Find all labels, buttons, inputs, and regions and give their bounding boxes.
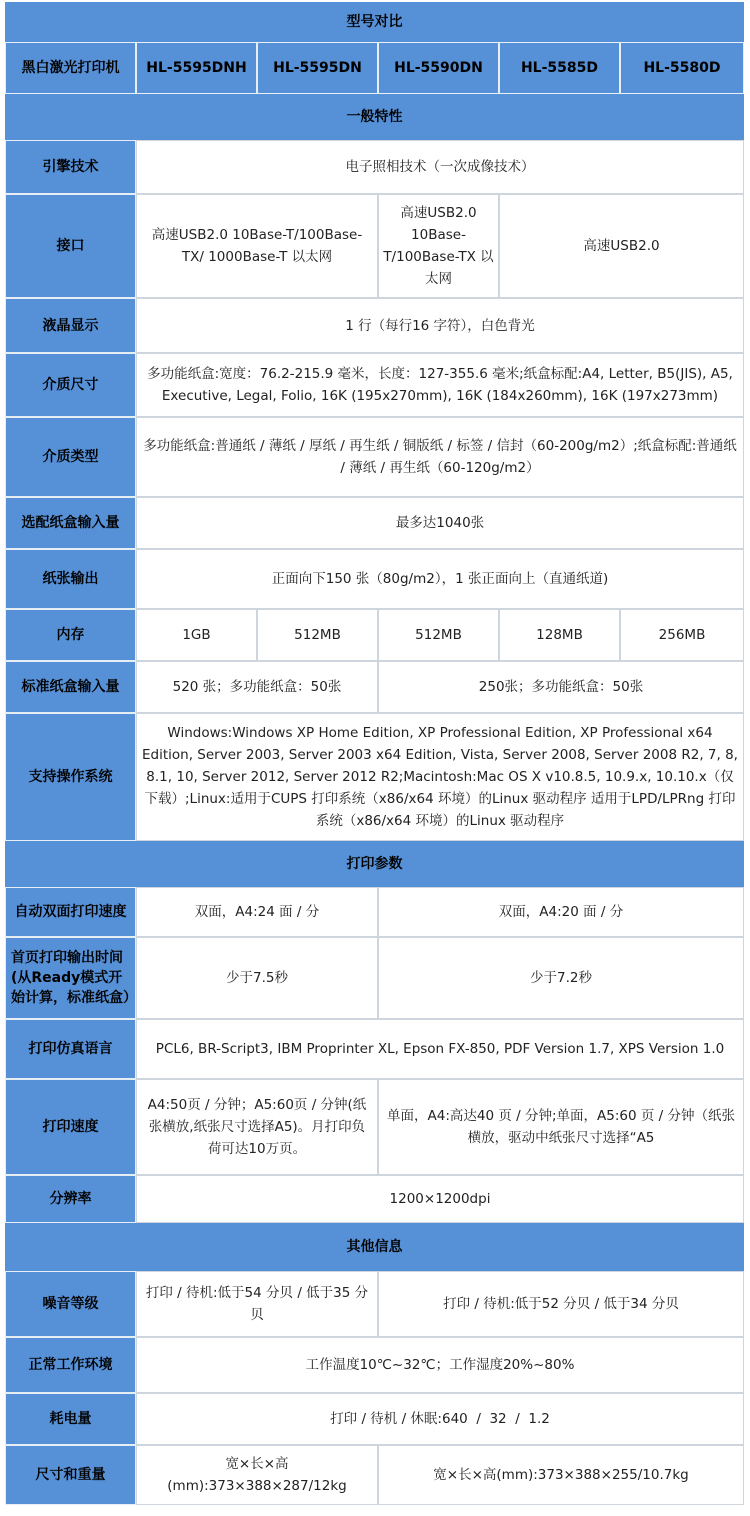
- table-row: [5, 353, 744, 417]
- section-print: 打印参数: [5, 841, 744, 887]
- model-header: HL-5595DNH: [136, 42, 257, 94]
- std-tray-value-1: 520 张；多功能纸盒：50张: [136, 661, 378, 713]
- std-tray-value-2: 250张；多功能纸盒：50张: [378, 661, 744, 713]
- table-row: [5, 1079, 744, 1175]
- first-page-value-2: 少于7.2秒: [378, 937, 744, 1019]
- table-row: [5, 609, 744, 661]
- section-row: [5, 1223, 744, 1271]
- row-label-media-type: 介质类型: [5, 417, 136, 497]
- table-row: [5, 1019, 744, 1079]
- table-row: [5, 549, 744, 609]
- row-label-duplex: 自动双面打印速度: [5, 887, 136, 937]
- row-label-dimensions: 尺寸和重量: [5, 1445, 136, 1505]
- lcd-value: 1 行（每行16 字符），白色背光: [136, 298, 744, 353]
- model-header-row: [5, 42, 744, 94]
- table-row: [5, 1445, 744, 1505]
- title-row: [5, 2, 744, 42]
- row-label-speed: 打印速度: [5, 1079, 136, 1175]
- spec-table: [5, 2, 744, 1505]
- row-label-first-page: 首页打印输出时间(从Ready模式开始计算，标准纸盒）: [5, 937, 136, 1019]
- row-label-engine: 引擎技术: [5, 140, 136, 194]
- noise-value-1: 打印 / 待机:低于54 分贝 / 低于35 分贝: [136, 1271, 378, 1337]
- row-label-emulation: 打印仿真语言: [5, 1019, 136, 1079]
- emulation-value: PCL6, BR-Script3, IBM Proprinter XL, Epson FX-850, PDF Version 1.7, XPS Version 1.0: [136, 1019, 744, 1079]
- row-label-media-size: 介质尺寸: [5, 353, 136, 417]
- memory-value: 128MB: [499, 609, 620, 661]
- paper-output-value: 正面向下150 张（80g/m2），1 张正面向上（直通纸道): [136, 549, 744, 609]
- row-label-interface: 接口: [5, 194, 136, 298]
- row-label-std-tray: 标准纸盒输入量: [5, 661, 136, 713]
- model-header: HL-5595DN: [257, 42, 378, 94]
- row-label-memory: 内存: [5, 609, 136, 661]
- section-other: 其他信息: [5, 1223, 744, 1271]
- table-row: [5, 887, 744, 937]
- table-row: [5, 937, 744, 1019]
- table-row: [5, 298, 744, 353]
- table-row: [5, 661, 744, 713]
- noise-value-2: 打印 / 待机:低于52 分贝 / 低于34 分贝: [378, 1271, 744, 1337]
- row-label-noise: 噪音等级: [5, 1271, 136, 1337]
- row-label-power: 耗电量: [5, 1393, 136, 1445]
- table-row: [5, 1393, 744, 1445]
- header-label: 黑白激光打印机: [5, 42, 136, 94]
- optional-tray-value: 最多达1040张: [136, 497, 744, 549]
- first-page-value-1: 少于7.5秒: [136, 937, 378, 1019]
- speed-value-1: A4:50页 / 分钟；A5:60页 / 分钟(纸张横放,纸张尺寸选择A5)。月打印负荷可达10万页。: [136, 1079, 378, 1175]
- memory-value: 1GB: [136, 609, 257, 661]
- section-general: 一般特性: [5, 94, 744, 140]
- memory-value: 512MB: [257, 609, 378, 661]
- row-label-resolution: 分辨率: [5, 1175, 136, 1223]
- interface-value-2: 高速USB2.0 10Base-T/100Base-TX 以太网: [378, 194, 499, 298]
- section-row: [5, 94, 744, 140]
- memory-value: 512MB: [378, 609, 499, 661]
- row-label-paper-output: 纸张输出: [5, 549, 136, 609]
- model-header: HL-5590DN: [378, 42, 499, 94]
- os-value: Windows:Windows XP Home Edition, XP Professional Edition, XP Professional x64 Edition, Server 2003, Server 2003 x64 Edition, Vista, Server 2008, Server 2008 R2, 7, 8, 8.1, 10, Server 2012, Server 2012 R2;Macintosh:Mac OS X v10.8.5, 10.9.x, 10.10.x（仅下载）;Linux:适用于CUPS 打印系统（x86/x64 环境）的Linux 驱动程序 适用于LPD/LPRng 打印系统（x86/x64 环境）的Linux 驱动程序: [136, 713, 744, 841]
- memory-value: 256MB: [620, 609, 744, 661]
- model-header: HL-5585D: [499, 42, 620, 94]
- media-type-value: 多功能纸盒:普通纸 / 薄纸 / 厚纸 / 再生纸 / 铜版纸 / 标签 / 信封（60-200g/m2）;纸盒标配:普通纸 / 薄纸 / 再生纸（60-120g/m2）: [136, 417, 744, 497]
- table-row: [5, 1337, 744, 1393]
- table-row: [5, 497, 744, 549]
- table-title: 型号对比: [5, 2, 744, 42]
- table-row: [5, 140, 744, 194]
- engine-value: 电子照相技术（一次成像技术）: [136, 140, 744, 194]
- table-row: [5, 194, 744, 298]
- model-header: HL-5580D: [620, 42, 744, 94]
- row-label-lcd: 液晶显示: [5, 298, 136, 353]
- table-row: [5, 1271, 744, 1337]
- environment-value: 工作温度10℃~32℃；工作湿度20%~80%: [136, 1337, 744, 1393]
- interface-value-1: 高速USB2.0 10Base-T/100Base-TX/ 1000Base-T 以太网: [136, 194, 378, 298]
- duplex-value-1: 双面，A4:24 面 / 分: [136, 887, 378, 937]
- row-label-optional-tray: 选配纸盒输入量: [5, 497, 136, 549]
- dimensions-value-1: 宽×长×高(mm):373×388×287/12kg: [136, 1445, 378, 1505]
- media-size-value: 多功能纸盒:宽度：76.2-215.9 毫米，长度：127-355.6 毫米;纸盒标配:A4, Letter, B5(JIS), A5, Executive, Legal, Folio, 16K (195x270mm), 16K (184x260mm), 16K (197x273mm): [136, 353, 744, 417]
- table-row: [5, 713, 744, 841]
- duplex-value-2: 双面，A4:20 面 / 分: [378, 887, 744, 937]
- interface-value-3: 高速USB2.0: [499, 194, 744, 298]
- table-row: [5, 417, 744, 497]
- speed-value-2: 单面，A4:高达40 页 / 分钟;单面，A5:60 页 / 分钟（纸张横放，驱动中纸张尺寸选择“A5: [378, 1079, 744, 1175]
- row-label-environment: 正常工作环境: [5, 1337, 136, 1393]
- table-row: [5, 1175, 744, 1223]
- power-value: 打印 / 待机 / 休眠:640 / 32 / 1.2: [136, 1393, 744, 1445]
- dimensions-value-2: 宽×长×高(mm):373×388×255/10.7kg: [378, 1445, 744, 1505]
- row-label-os: 支持操作系统: [5, 713, 136, 841]
- resolution-value: 1200×1200dpi: [136, 1175, 744, 1223]
- section-row: [5, 841, 744, 887]
